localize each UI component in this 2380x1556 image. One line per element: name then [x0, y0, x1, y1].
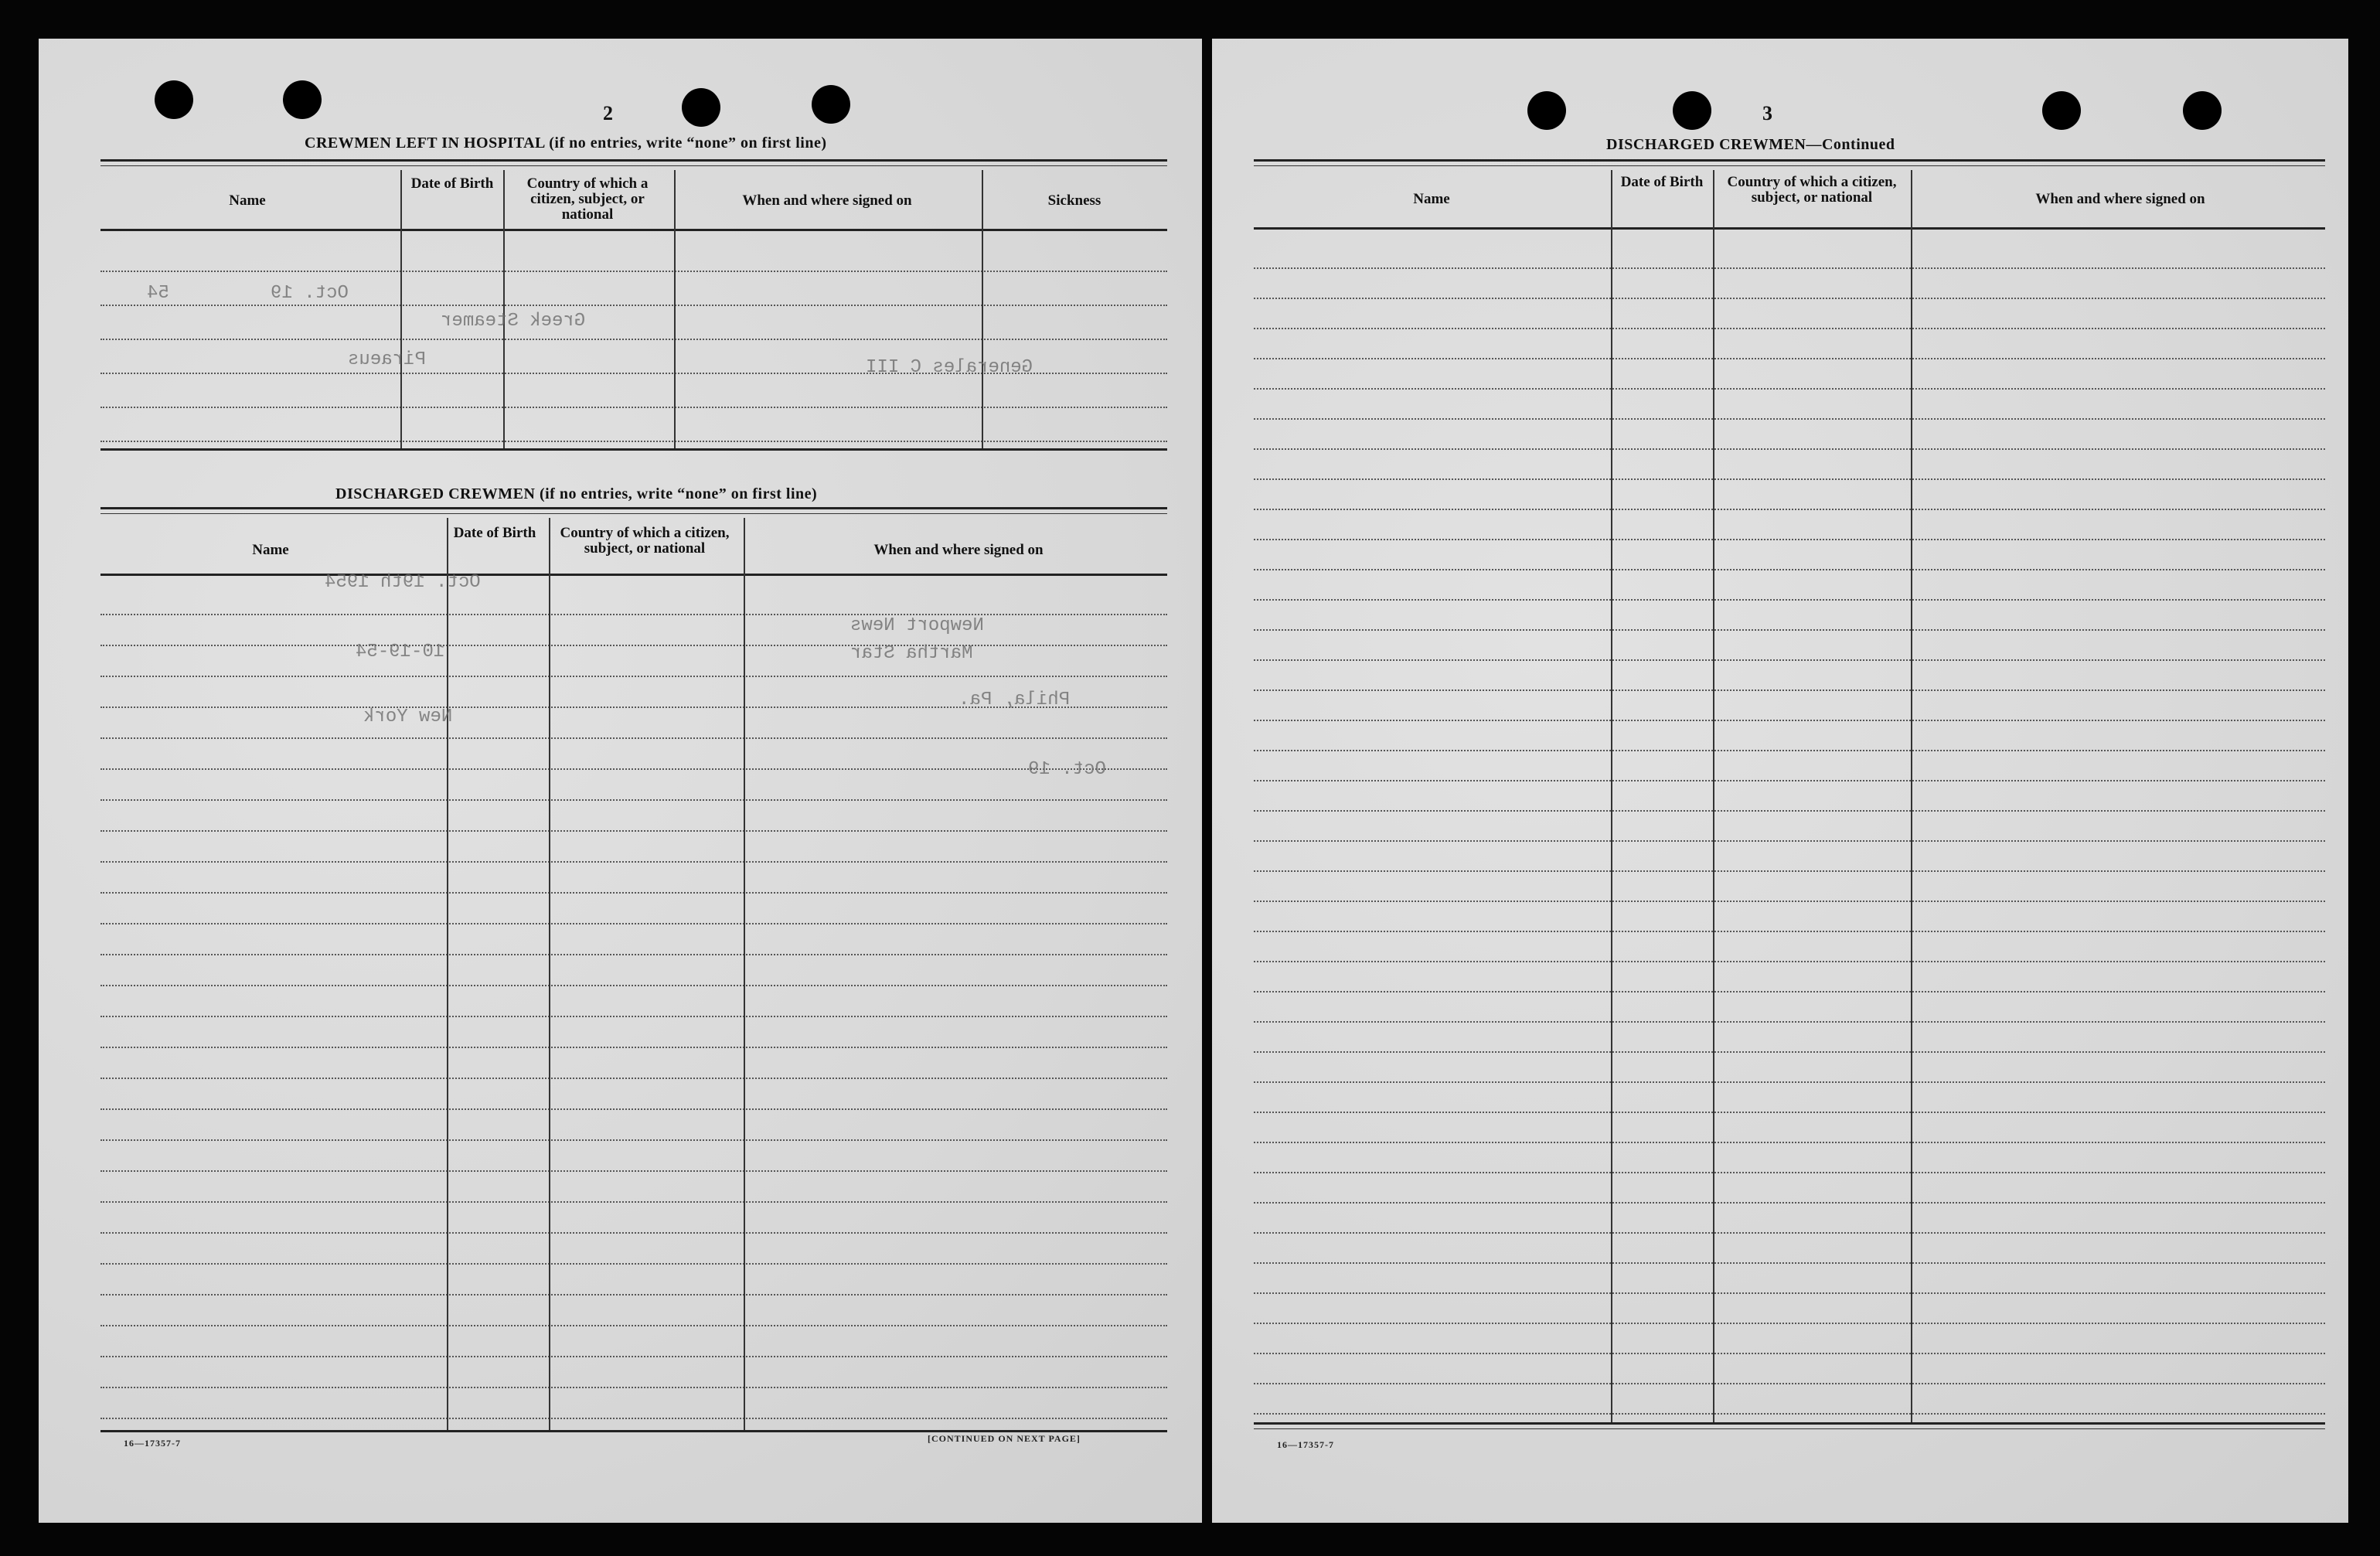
ruled-line: [1254, 1202, 2325, 1204]
col-header-dob: Date of Birth: [410, 175, 494, 192]
ruled-line: [100, 923, 1167, 924]
header-rule: [100, 574, 1167, 576]
ruled-line: [1254, 1021, 2325, 1023]
col-header-name: Name: [229, 192, 266, 209]
col-header-dob: Date of Birth: [453, 525, 536, 541]
punch-hole: [1673, 91, 1711, 130]
ruled-line: [100, 1325, 1167, 1326]
ruled-line: [100, 1294, 1167, 1296]
column-divider: [674, 170, 676, 448]
ruled-line: [1254, 1323, 2325, 1324]
col-header-signed-on: When and where signed on: [742, 192, 912, 209]
ruled-line: [100, 271, 1167, 272]
section-rule: [100, 448, 1167, 451]
bleed-through-text: Martha Star: [850, 643, 973, 664]
col-header-country: Country of which a citizen, subject, or national: [1727, 174, 1897, 206]
ruled-line: [1254, 1353, 2325, 1354]
ruled-line: [100, 305, 1167, 306]
punch-hole: [2183, 91, 2222, 130]
discharged-continued-title: DISCHARGED CREWMEN—Continued: [1606, 136, 1895, 153]
ruled-line: [1254, 1172, 2325, 1173]
page-number: 3: [1762, 102, 1772, 124]
ruled-line: [100, 1201, 1167, 1203]
ruled-line: [1254, 569, 2325, 570]
section-rule: [100, 159, 1167, 162]
form-number: 16—17357-7: [124, 1438, 181, 1449]
ruled-line: [100, 1078, 1167, 1079]
page-number: 2: [603, 102, 613, 124]
punch-hole: [155, 80, 193, 119]
bleed-through-text: 10-19-54: [356, 642, 445, 662]
ruled-line: [1254, 1262, 2325, 1264]
bleed-through-text: Piraeus: [348, 349, 426, 370]
ruled-line: [100, 954, 1167, 955]
punch-hole: [682, 88, 720, 127]
ruled-line: [1254, 659, 2325, 661]
bleed-through-text: Oct. 19: [271, 283, 349, 304]
form-page-left: [39, 39, 1202, 1523]
ruled-line: [100, 1170, 1167, 1172]
ruled-line: [1254, 358, 2325, 359]
ruled-line: [100, 1263, 1167, 1265]
bleed-through-text: Oct. 19th 1954: [325, 572, 481, 593]
ruled-line: [1254, 810, 2325, 812]
ruled-line: [100, 407, 1167, 408]
ruled-line: [1254, 780, 2325, 781]
ruled-line: [1254, 901, 2325, 902]
section-rule: [1254, 159, 2325, 162]
ruled-line: [1254, 418, 2325, 420]
bleed-through-text: Greek Steamer: [441, 311, 586, 332]
section-rule: [1254, 1428, 2325, 1429]
ruled-line: [100, 768, 1167, 770]
ruled-line: [100, 1108, 1167, 1110]
bleed-through-text: 54: [147, 283, 169, 304]
column-divider: [1611, 170, 1612, 1422]
header-rule: [1254, 227, 2325, 230]
ruled-line: [1254, 1232, 2325, 1234]
ruled-line: [1254, 961, 2325, 962]
column-divider: [982, 170, 983, 448]
bleed-through-text: Newport News: [850, 615, 984, 636]
ruled-line: [100, 799, 1167, 801]
ruled-line: [1254, 298, 2325, 299]
continued-note: [CONTINUED ON NEXT PAGE]: [928, 1433, 1081, 1444]
ruled-line: [1254, 388, 2325, 390]
punch-hole: [812, 85, 850, 124]
section-rule: [1254, 1422, 2325, 1425]
column-divider: [447, 518, 448, 1430]
form-page-right: [1212, 39, 2348, 1523]
section-rule: [100, 1430, 1167, 1432]
ruled-line: [100, 830, 1167, 832]
bleed-through-text: Generales C III: [866, 357, 1033, 378]
ruled-line: [1254, 1112, 2325, 1113]
ruled-line: [100, 676, 1167, 677]
col-header-sickness: Sickness: [1047, 192, 1101, 209]
bleed-through-text: New York: [363, 706, 453, 727]
punch-hole: [2042, 91, 2081, 130]
ruled-line: [100, 1016, 1167, 1017]
ruled-line: [100, 1232, 1167, 1234]
ruled-line: [1254, 1051, 2325, 1053]
ruled-line: [1254, 1383, 2325, 1384]
section-rule: [100, 507, 1167, 509]
section-rule: [1254, 165, 2325, 166]
column-divider: [503, 170, 505, 448]
col-header-signed-on: When and where signed on: [873, 542, 1044, 558]
ruled-line: [100, 1139, 1167, 1141]
col-header-country: Country of which a citizen, subject, or national: [526, 175, 649, 223]
ruled-line: [100, 339, 1167, 340]
ruled-line: [1254, 1081, 2325, 1083]
col-header-signed-on: When and where signed on: [2035, 191, 2205, 207]
ruled-line: [100, 1387, 1167, 1388]
hospital-section-title: CREWMEN LEFT IN HOSPITAL (if no entries, write “none” on first line): [305, 134, 827, 152]
col-header-dob: Date of Birth: [1620, 174, 1704, 190]
ruled-line: [1254, 720, 2325, 721]
section-rule: [100, 165, 1167, 166]
ruled-line: [1254, 328, 2325, 329]
ruled-line: [1254, 599, 2325, 601]
punch-hole: [283, 80, 322, 119]
form-number: 16—17357-7: [1277, 1439, 1334, 1450]
ruled-line: [100, 441, 1167, 442]
ruled-line: [100, 1418, 1167, 1419]
col-header-name: Name: [252, 542, 289, 558]
bleed-through-text: Phila, Pa.: [958, 689, 1071, 710]
ruled-line: [1254, 1292, 2325, 1294]
ruled-line: [100, 614, 1167, 615]
ruled-line: [1254, 840, 2325, 842]
ruled-line: [100, 645, 1167, 646]
ruled-line: [1254, 1413, 2325, 1415]
ruled-line: [1254, 267, 2325, 269]
ruled-line: [1254, 689, 2325, 691]
ruled-line: [1254, 750, 2325, 751]
column-divider: [1713, 170, 1714, 1422]
column-divider: [549, 518, 550, 1430]
ruled-line: [100, 892, 1167, 894]
ruled-line: [1254, 931, 2325, 932]
col-header-country: Country of which a citizen, subject, or national: [560, 525, 730, 557]
ruled-line: [100, 861, 1167, 863]
ruled-line: [1254, 539, 2325, 540]
ruled-line: [1254, 478, 2325, 480]
ruled-line: [100, 985, 1167, 986]
header-rule: [100, 229, 1167, 231]
ruled-line: [1254, 991, 2325, 993]
bleed-through-text: Oct. 19: [1028, 759, 1106, 780]
discharged-section-title: DISCHARGED CREWMEN (if no entries, write “none” on first line): [335, 485, 818, 502]
ruled-line: [1254, 1142, 2325, 1143]
section-rule: [100, 513, 1167, 514]
ruled-line: [100, 737, 1167, 739]
ruled-line: [100, 1356, 1167, 1357]
ruled-line: [1254, 509, 2325, 510]
column-divider: [400, 170, 402, 448]
column-divider: [1911, 170, 1912, 1422]
ruled-line: [1254, 870, 2325, 872]
column-divider: [744, 518, 745, 1430]
ruled-line: [1254, 629, 2325, 631]
col-header-name: Name: [1413, 191, 1450, 207]
ruled-line: [100, 1047, 1167, 1048]
punch-hole: [1527, 91, 1566, 130]
ruled-line: [1254, 448, 2325, 450]
